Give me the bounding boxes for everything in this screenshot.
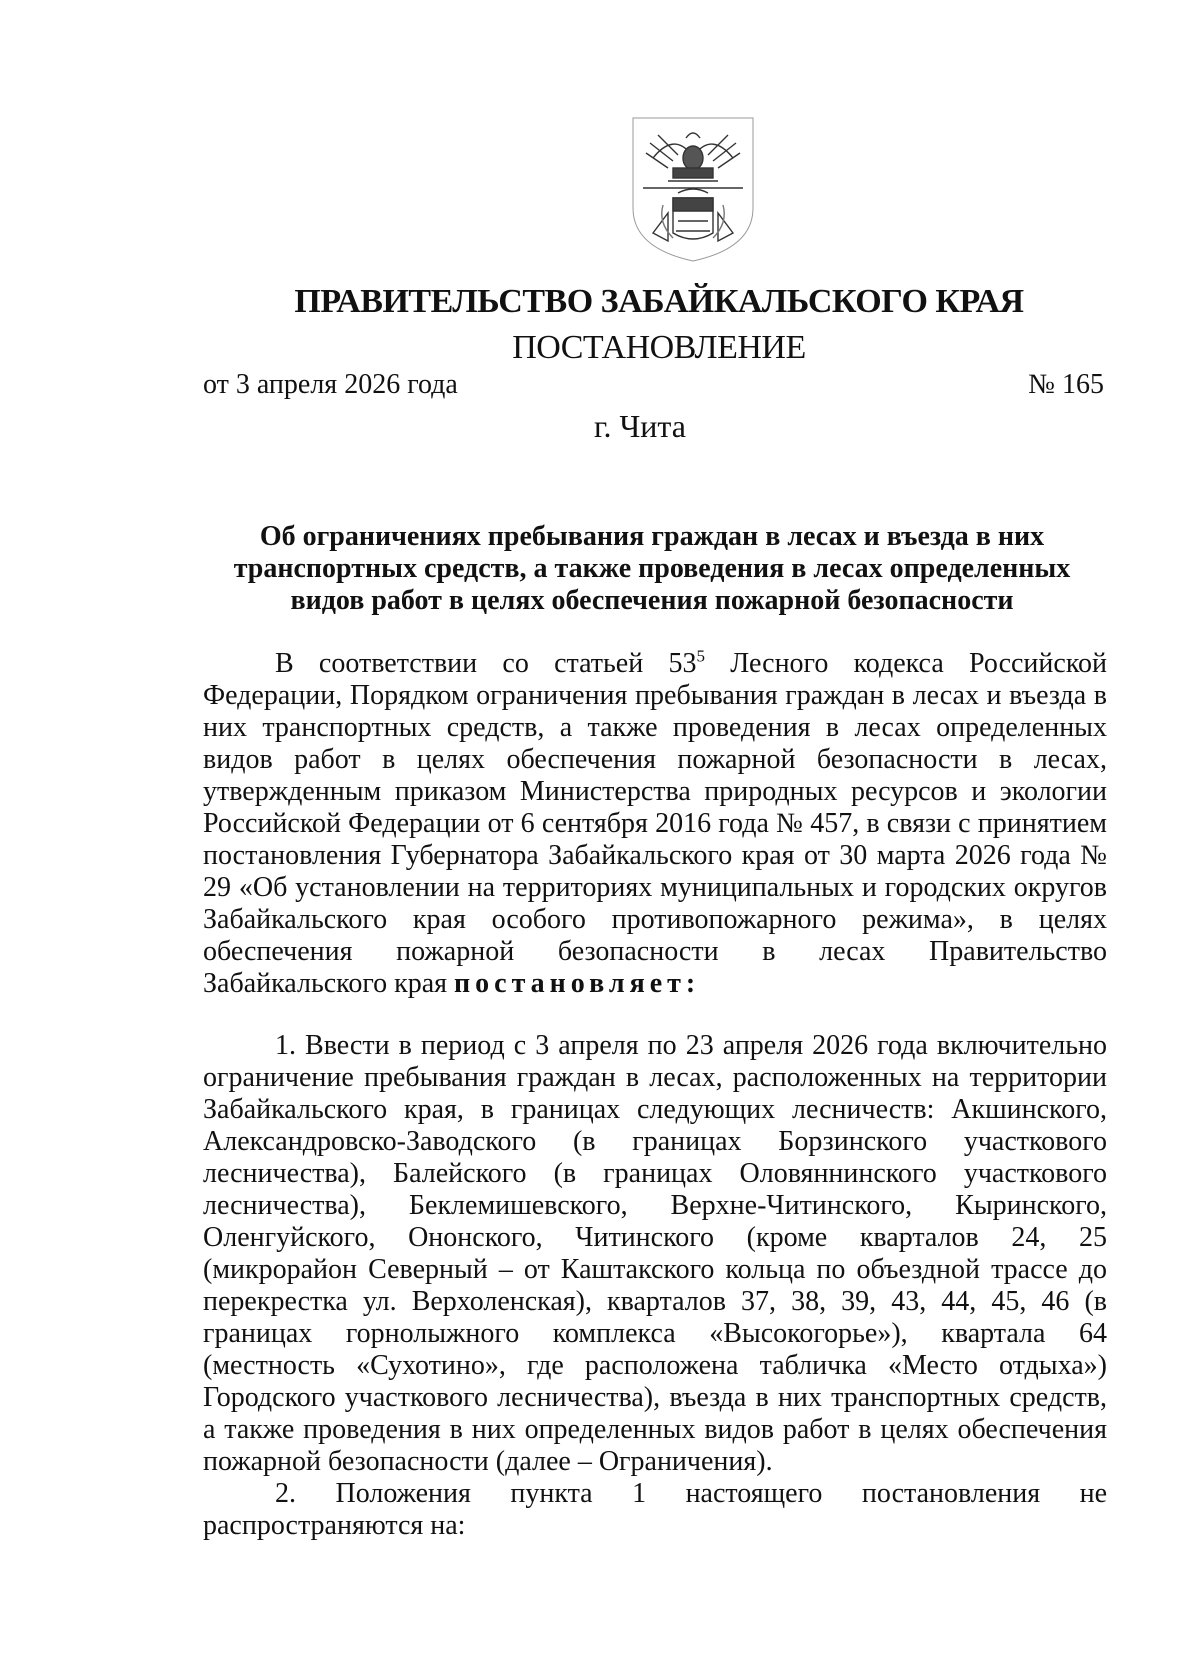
resolves-word: постановляет:	[454, 968, 701, 999]
document-type: ПОСТАНОВЛЕНИЕ	[512, 329, 806, 366]
clause-paragraph-1: 1. Ввести в период с 3 апреля по 23 апреля 2026 года включительно ограничение пребывания граждан в лесах, расположенных на территории Забайкальского края, в границах следующих лесничеств: Акшинского, Александровско-Заводского (в границах Борзинского участкового лесничества), Балейского (в границах Оловяннинского участкового лесничества), Беклемишевского, Верхне-Читинского, Кыринского, Оленгуйского, Ононского, Читинского (кроме кварталов 24, 25 (микрорайон Северный – от Каштакского кольца по объездной трассе до перекрестка ул. Верхоленская), кварталов 37, 38, 39, 43, 44, 45, 46 (в границах горнолыжного комплекса «Высокогорье»), квартала 64 (местность «Сухотино», где расположена табличка «Место отдыха») Городского участкового лесничества), въезда в них транспортных средств, а также проведения в них определенных видов работ в целях обеспечения пожарной безопасности (далее – Ограничения).	[203, 1030, 1107, 1477]
document-date: от 3 апреля 2026 года	[203, 369, 458, 400]
document-city: г. Чита	[593, 408, 686, 444]
document-body	[203, 648, 1107, 1542]
clause-paragraph-2: 2. Положения пункта 1 настоящего постановления не распространяются на:	[203, 1478, 1107, 1541]
government-title: ПРАВИТЕЛЬСТВО ЗАБАЙКАЛЬСКОГО КРАЯ	[294, 283, 1024, 320]
preamble-paragraph	[203, 648, 1107, 1000]
preamble-text-end: Лесного кодекса Российской Федерации, Порядком ограничения пребывания граждан в лесах и въезда в них транспортных средств, а также проведения в лесах определенных видов работ в целях обеспечения пожарной безопасности в лесах, утвержденным приказом Министерства природных ресурсов и экологии Российской Федерации от 6 сентября 2016 года № 457, в связи с принятием постановления Губернатора Забайкальского края от 30 марта 2026 года № 29 «Об установлении на территориях муниципальных и городских округов Забайкальского края особого противопожарного режима», в целях обеспечения пожарной безопасности в лесах Правительство Забайкальского края	[203, 648, 1107, 999]
article-superscript: 5	[696, 646, 705, 666]
document-number: № 165	[1028, 369, 1104, 400]
coat-of-arms-icon	[628, 113, 758, 263]
document-subject: Об ограничениях пребывания граждан в лесах и въезда в них транспортных средств, а также проведения в лесах определенных видов работ в целях обеспечения пожарной безопасности	[233, 521, 1071, 616]
preamble-text-start: В соответствии со статьей 53	[275, 648, 697, 679]
